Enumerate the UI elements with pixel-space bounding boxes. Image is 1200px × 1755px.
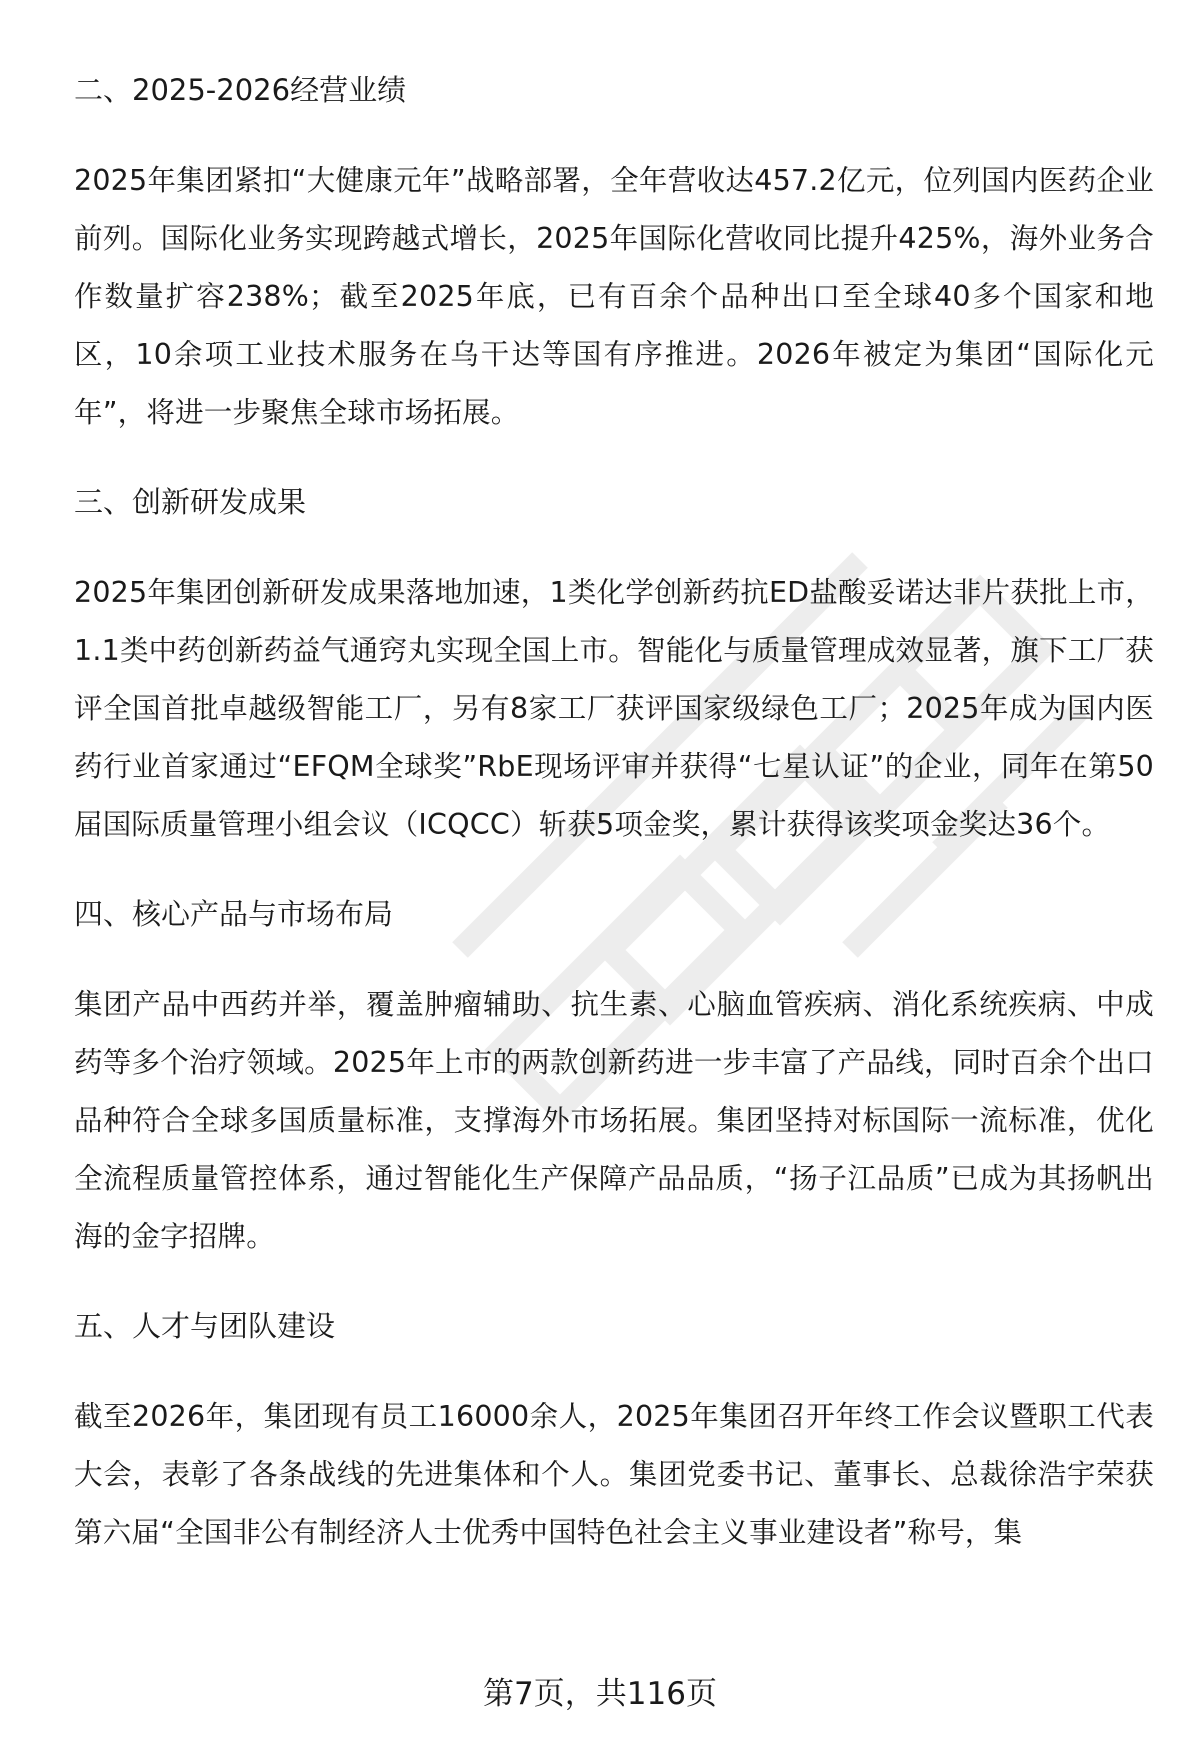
section-body-performance: 2025年集团紧扣“大健康元年”战略部署，全年营收达457.2亿元，位列国内医药企业前列。国际化业务实现跨越式增长，2025年国际化营收同比提升425%，海外业务合作数量扩容238%；截至2025年底，已有百余个品种出口至全球40多个国家和地区，10余项工业技术服务在乌干达等国有序推进。2026年被定为集团“国际化元年”，将进一步聚焦全球市场拓展。 xyxy=(74,164,1154,429)
section-body-products: 集团产品中西药并举，覆盖肿瘤辅助、抗生素、心脑血管疾病、消化系统疾病、中成药等多个治疗领域。2025年上市的两款创新药进一步丰富了产品线，同时百余个出口品种符合全球多国质量标准，支撑海外市场拓展。集团坚持对标国际一流标准，优化全流程质量管控体系，通过智能化生产保障产品品质，“扬子江品质”已成为其扬帆出海的金字招牌。 xyxy=(74,988,1154,1253)
page-number-footer: 第7页，共116页 xyxy=(483,1676,717,1712)
section-heading-products: 四、核心产品与市场布局 xyxy=(74,897,394,931)
document-body xyxy=(74,62,1154,1594)
section-body-talent: 截至2026年，集团现有员工16000余人，2025年集团召开年终工作会议暨职工代表大会，表彰了各条战线的先进集体和个人。集团党委书记、董事长、总裁徐浩宇荣获第六届“全国非公有制经济人士优秀中国特色社会主义事业建设者”称号，集 xyxy=(74,1400,1154,1549)
section-body-innovation: 2025年集团创新研发成果落地加速，1类化学创新药抗ED盐酸妥诺达非片获批上市，1.1类中药创新药益气通窍丸实现全国上市。智能化与质量管理成效显著，旗下工厂获评全国首批卓越级智能工厂，另有8家工厂获评国家级绿色工厂；2025年成为国内医药行业首家通过“EFQM全球奖”RbE现场评审并获得“七星认证”的企业，同年在第50届国际质量管理小组会议（ICQCC）斩获5项金奖，累计获得该奖项金奖达36个。 xyxy=(74,576,1154,841)
section-heading-innovation: 三、创新研发成果 xyxy=(74,485,307,519)
section-heading-performance: 二、2025-2026经营业绩 xyxy=(74,73,407,107)
section-heading-talent: 五、人才与团队建设 xyxy=(74,1309,336,1343)
